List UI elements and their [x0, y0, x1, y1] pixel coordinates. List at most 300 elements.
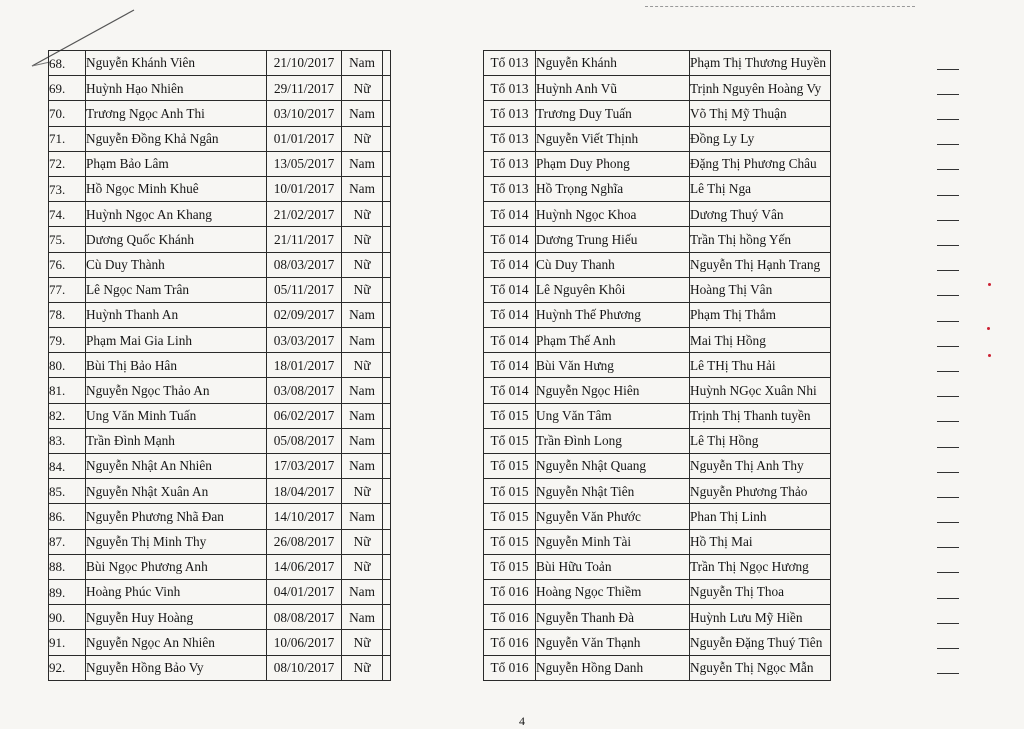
- signature-line: [937, 447, 959, 448]
- guardian-name: Nguyễn Thị Ngọc Mẫn: [690, 655, 831, 680]
- gender: Nam: [342, 151, 383, 176]
- guardian-name: Trần Thị hồng Yến: [690, 227, 831, 252]
- blank-cell: [383, 605, 391, 630]
- table-row: [49, 328, 972, 353]
- group-number: Tổ 016: [484, 605, 536, 630]
- household-head: Nguyễn Viết Thịnh: [536, 126, 690, 151]
- table-row: [49, 428, 972, 453]
- table-row: [49, 403, 972, 428]
- signature-line: [937, 648, 959, 649]
- column-gap: [391, 504, 484, 529]
- column-gap: [391, 378, 484, 403]
- birth-date: 03/08/2017: [267, 378, 342, 403]
- group-number: Tổ 015: [484, 529, 536, 554]
- guardian-name: Huỳnh NGọc Xuân Nhi: [690, 378, 831, 403]
- household-head: Cù Duy Thanh: [536, 252, 690, 277]
- birth-date: 21/11/2017: [267, 227, 342, 252]
- column-gap: [391, 529, 484, 554]
- signature-cell: [831, 655, 972, 680]
- household-head: Bùi Hữu Toản: [536, 554, 690, 579]
- gender: Nữ: [342, 202, 383, 227]
- signature-cell: [831, 252, 972, 277]
- row-number: 73.: [49, 176, 86, 201]
- table-row: [49, 302, 972, 327]
- column-gap: [391, 630, 484, 655]
- signature-line: [937, 119, 959, 120]
- signature-line: [937, 421, 959, 422]
- signature-line: [937, 169, 959, 170]
- signature-line: [937, 673, 959, 674]
- student-name: Nguyễn Phương Nhã Đan: [86, 504, 267, 529]
- birth-date: 08/03/2017: [267, 252, 342, 277]
- group-number: Tổ 013: [484, 176, 536, 201]
- signature-line: [937, 472, 959, 473]
- group-number: Tổ 014: [484, 353, 536, 378]
- column-gap: [391, 655, 484, 680]
- row-number: 75.: [49, 227, 86, 252]
- birth-date: 10/06/2017: [267, 630, 342, 655]
- blank-cell: [383, 328, 391, 353]
- blank-cell: [383, 428, 391, 453]
- household-head: Nguyễn Nhật Quang: [536, 454, 690, 479]
- household-head: Phạm Duy Phong: [536, 151, 690, 176]
- birth-date: 01/01/2017: [267, 126, 342, 151]
- table-row: [49, 252, 972, 277]
- group-number: Tổ 013: [484, 101, 536, 126]
- student-name: Bùi Thị Bảo Hân: [86, 353, 267, 378]
- group-number: Tổ 014: [484, 227, 536, 252]
- scan-speck: [987, 327, 990, 330]
- student-name: Hoàng Phúc Vinh: [86, 579, 267, 604]
- blank-cell: [383, 252, 391, 277]
- student-name: Hồ Ngọc Minh Khuê: [86, 176, 267, 201]
- signature-line: [937, 295, 959, 296]
- signature-cell: [831, 504, 972, 529]
- signature-cell: [831, 126, 972, 151]
- group-number: Tổ 015: [484, 554, 536, 579]
- column-gap: [391, 277, 484, 302]
- blank-cell: [383, 479, 391, 504]
- signature-line: [937, 598, 959, 599]
- table-row: [49, 353, 972, 378]
- blank-cell: [383, 579, 391, 604]
- guardian-name: Đồng Ly Ly: [690, 126, 831, 151]
- student-name: Nguyễn Nhật Xuân An: [86, 479, 267, 504]
- column-gap: [391, 479, 484, 504]
- row-number: 88.: [49, 554, 86, 579]
- birth-date: 18/04/2017: [267, 479, 342, 504]
- row-number: 70.: [49, 101, 86, 126]
- signature-line: [937, 94, 959, 95]
- column-gap: [391, 202, 484, 227]
- birth-date: 14/10/2017: [267, 504, 342, 529]
- column-gap: [391, 151, 484, 176]
- blank-cell: [383, 454, 391, 479]
- group-number: Tổ 014: [484, 328, 536, 353]
- signature-line: [937, 220, 959, 221]
- student-name: Huỳnh Hạo Nhiên: [86, 76, 267, 101]
- gender: Nam: [342, 579, 383, 604]
- household-head: Phạm Thế Anh: [536, 328, 690, 353]
- group-number: Tổ 014: [484, 277, 536, 302]
- signature-line: [937, 522, 959, 523]
- household-head: Nguyễn Khánh: [536, 51, 690, 76]
- gender: Nam: [342, 176, 383, 201]
- household-head: Huỳnh Thế Phương: [536, 302, 690, 327]
- household-head: Nguyễn Hồng Danh: [536, 655, 690, 680]
- birth-date: 13/05/2017: [267, 151, 342, 176]
- signature-line: [937, 245, 959, 246]
- column-gap: [391, 554, 484, 579]
- column-gap: [391, 76, 484, 101]
- guardian-name: Phạm Thị Thắm: [690, 302, 831, 327]
- signature-cell: [831, 202, 972, 227]
- column-gap: [391, 252, 484, 277]
- signature-line: [937, 144, 959, 145]
- signature-cell: [831, 428, 972, 453]
- column-gap: [391, 176, 484, 201]
- student-name: Nguyễn Thị Minh Thy: [86, 529, 267, 554]
- household-head: Hoàng Ngọc Thiềm: [536, 579, 690, 604]
- student-name: Bùi Ngọc Phương Anh: [86, 554, 267, 579]
- birth-date: 10/01/2017: [267, 176, 342, 201]
- row-number: 78.: [49, 302, 86, 327]
- table-row: [49, 579, 972, 604]
- signature-cell: [831, 76, 972, 101]
- household-head: Hồ Trọng Nghĩa: [536, 176, 690, 201]
- group-number: Tổ 013: [484, 76, 536, 101]
- blank-cell: [383, 51, 391, 76]
- student-name: Huỳnh Thanh An: [86, 302, 267, 327]
- birth-date: 18/01/2017: [267, 353, 342, 378]
- signature-cell: [831, 454, 972, 479]
- household-head: Nguyễn Thanh Đà: [536, 605, 690, 630]
- row-number: 80.: [49, 353, 86, 378]
- row-number: 87.: [49, 529, 86, 554]
- group-number: Tổ 014: [484, 252, 536, 277]
- column-gap: [391, 227, 484, 252]
- row-number: 69.: [49, 76, 86, 101]
- signature-line: [937, 396, 959, 397]
- student-name: Huỳnh Ngọc An Khang: [86, 202, 267, 227]
- group-number: Tổ 016: [484, 579, 536, 604]
- blank-cell: [383, 101, 391, 126]
- blank-cell: [383, 126, 391, 151]
- guardian-name: Huỳnh Lưu Mỹ Hiền: [690, 605, 831, 630]
- column-gap: [391, 579, 484, 604]
- blank-cell: [383, 227, 391, 252]
- student-name: Nguyễn Hồng Bảo Vy: [86, 655, 267, 680]
- gender: Nam: [342, 328, 383, 353]
- guardian-name: Lê Thị Hồng: [690, 428, 831, 453]
- column-gap: [391, 302, 484, 327]
- signature-cell: [831, 302, 972, 327]
- gender: Nam: [342, 504, 383, 529]
- group-number: Tổ 015: [484, 403, 536, 428]
- row-number: 81.: [49, 378, 86, 403]
- student-name: Dương Quốc Khánh: [86, 227, 267, 252]
- birth-date: 04/01/2017: [267, 579, 342, 604]
- gender: Nữ: [342, 529, 383, 554]
- household-head: Dương Trung Hiếu: [536, 227, 690, 252]
- student-name: Nguyễn Đồng Khả Ngân: [86, 126, 267, 151]
- guardian-name: Phan Thị Linh: [690, 504, 831, 529]
- guardian-name: Nguyễn Thị Anh Thy: [690, 454, 831, 479]
- blank-cell: [383, 630, 391, 655]
- scan-speck: [988, 354, 991, 357]
- blank-cell: [383, 504, 391, 529]
- signature-line: [937, 371, 959, 372]
- household-head: Nguyễn Văn Thạnh: [536, 630, 690, 655]
- table-row: [49, 126, 972, 151]
- row-number: 82.: [49, 403, 86, 428]
- signature-cell: [831, 227, 972, 252]
- column-gap: [391, 126, 484, 151]
- student-name: Ung Văn Minh Tuấn: [86, 403, 267, 428]
- group-number: Tổ 016: [484, 630, 536, 655]
- group-number: Tổ 013: [484, 151, 536, 176]
- signature-cell: [831, 277, 972, 302]
- table-row: [49, 554, 972, 579]
- signature-cell: [831, 176, 972, 201]
- table-row: [49, 277, 972, 302]
- column-gap: [391, 51, 484, 76]
- gender: Nữ: [342, 252, 383, 277]
- group-number: Tổ 013: [484, 51, 536, 76]
- birth-date: 05/11/2017: [267, 277, 342, 302]
- guardian-name: Nguyễn Đặng Thuý Tiên: [690, 630, 831, 655]
- table-row: [49, 51, 972, 76]
- table-row: [49, 202, 972, 227]
- household-head: Trần Đình Long: [536, 428, 690, 453]
- signature-cell: [831, 328, 972, 353]
- blank-cell: [383, 302, 391, 327]
- row-number: 86.: [49, 504, 86, 529]
- signature-line: [937, 69, 959, 70]
- signature-cell: [831, 353, 972, 378]
- signature-cell: [831, 579, 972, 604]
- gender: Nam: [342, 302, 383, 327]
- birth-date: 26/08/2017: [267, 529, 342, 554]
- signature-cell: [831, 101, 972, 126]
- roster-body: [49, 51, 972, 681]
- row-number: 77.: [49, 277, 86, 302]
- table-row: [49, 101, 972, 126]
- gender: Nam: [342, 51, 383, 76]
- guardian-name: Lê THị Thu Hải: [690, 353, 831, 378]
- guardian-name: Nguyễn Thị Thoa: [690, 579, 831, 604]
- blank-cell: [383, 353, 391, 378]
- blank-cell: [383, 529, 391, 554]
- page-number: 4: [519, 714, 525, 728]
- scan-edge-line: [645, 6, 915, 7]
- table-row: [49, 479, 972, 504]
- guardian-name: Hoàng Thị Vân: [690, 277, 831, 302]
- gender: Nữ: [342, 554, 383, 579]
- birth-date: 06/02/2017: [267, 403, 342, 428]
- group-number: Tổ 014: [484, 202, 536, 227]
- signature-line: [937, 321, 959, 322]
- row-number: 68.: [49, 51, 86, 76]
- signature-line: [937, 497, 959, 498]
- row-number: 76.: [49, 252, 86, 277]
- row-number: 84.: [49, 454, 86, 479]
- guardian-name: Hồ Thị Mai: [690, 529, 831, 554]
- row-number: 91.: [49, 630, 86, 655]
- birth-date: 21/02/2017: [267, 202, 342, 227]
- group-number: Tổ 016: [484, 655, 536, 680]
- student-name: Nguyễn Huy Hoàng: [86, 605, 267, 630]
- column-gap: [391, 328, 484, 353]
- birth-date: 02/09/2017: [267, 302, 342, 327]
- household-head: Ung Văn Tâm: [536, 403, 690, 428]
- row-number: 79.: [49, 328, 86, 353]
- signature-cell: [831, 51, 972, 76]
- group-number: Tổ 015: [484, 504, 536, 529]
- household-head: Nguyễn Nhật Tiên: [536, 479, 690, 504]
- table-row: [49, 655, 972, 680]
- student-name: Nguyễn Nhật An Nhiên: [86, 454, 267, 479]
- student-roster-table: [48, 50, 971, 681]
- row-number: 92.: [49, 655, 86, 680]
- column-gap: [391, 403, 484, 428]
- group-number: Tổ 015: [484, 479, 536, 504]
- column-gap: [391, 353, 484, 378]
- gender: Nữ: [342, 277, 383, 302]
- blank-cell: [383, 76, 391, 101]
- signature-line: [937, 572, 959, 573]
- gender: Nam: [342, 428, 383, 453]
- table-row: [49, 605, 972, 630]
- birth-date: 08/08/2017: [267, 605, 342, 630]
- signature-line: [937, 547, 959, 548]
- table-row: [49, 176, 972, 201]
- scan-speck: [988, 283, 991, 286]
- signature-cell: [831, 529, 972, 554]
- blank-cell: [383, 151, 391, 176]
- row-number: 85.: [49, 479, 86, 504]
- signature-cell: [831, 151, 972, 176]
- column-gap: [391, 605, 484, 630]
- signature-line: [937, 346, 959, 347]
- student-name: Cù Duy Thành: [86, 252, 267, 277]
- household-head: Huỳnh Anh Vũ: [536, 76, 690, 101]
- guardian-name: Trần Thị Ngọc Hương: [690, 554, 831, 579]
- gender: Nữ: [342, 479, 383, 504]
- birth-date: 03/03/2017: [267, 328, 342, 353]
- student-name: Nguyễn Ngọc An Nhiên: [86, 630, 267, 655]
- birth-date: 17/03/2017: [267, 454, 342, 479]
- signature-line: [937, 270, 959, 271]
- birth-date: 05/08/2017: [267, 428, 342, 453]
- row-number: 89.: [49, 579, 86, 604]
- table-row: [49, 504, 972, 529]
- column-gap: [391, 454, 484, 479]
- blank-cell: [383, 202, 391, 227]
- column-gap: [391, 428, 484, 453]
- student-name: Nguyễn Ngọc Thảo An: [86, 378, 267, 403]
- table-row: [49, 630, 972, 655]
- gender: Nam: [342, 403, 383, 428]
- household-head: Nguyễn Văn Phước: [536, 504, 690, 529]
- student-name: Trần Đình Mạnh: [86, 428, 267, 453]
- gender: Nam: [342, 378, 383, 403]
- household-head: Nguyễn Minh Tài: [536, 529, 690, 554]
- signature-cell: [831, 479, 972, 504]
- guardian-name: Đặng Thị Phương Châu: [690, 151, 831, 176]
- signature-cell: [831, 403, 972, 428]
- household-head: Nguyễn Ngọc Hiên: [536, 378, 690, 403]
- birth-date: 14/06/2017: [267, 554, 342, 579]
- row-number: 90.: [49, 605, 86, 630]
- blank-cell: [383, 176, 391, 201]
- gender: Nam: [342, 101, 383, 126]
- table-row: [49, 76, 972, 101]
- row-number: 74.: [49, 202, 86, 227]
- household-head: Huỳnh Ngọc Khoa: [536, 202, 690, 227]
- blank-cell: [383, 403, 391, 428]
- row-number: 72.: [49, 151, 86, 176]
- blank-cell: [383, 554, 391, 579]
- table-row: [49, 378, 972, 403]
- signature-cell: [831, 630, 972, 655]
- guardian-name: Trịnh Thị Thanh tuyền: [690, 403, 831, 428]
- table-row: [49, 227, 972, 252]
- signature-cell: [831, 378, 972, 403]
- table-row: [49, 151, 972, 176]
- student-name: Phạm Mai Gia Linh: [86, 328, 267, 353]
- signature-line: [937, 195, 959, 196]
- gender: Nữ: [342, 76, 383, 101]
- gender: Nam: [342, 454, 383, 479]
- blank-cell: [383, 655, 391, 680]
- group-number: Tổ 013: [484, 126, 536, 151]
- student-name: Lê Ngọc Nam Trân: [86, 277, 267, 302]
- column-gap: [391, 101, 484, 126]
- group-number: Tổ 014: [484, 302, 536, 327]
- row-number: 71.: [49, 126, 86, 151]
- gender: Nữ: [342, 655, 383, 680]
- blank-cell: [383, 378, 391, 403]
- gender: Nam: [342, 605, 383, 630]
- guardian-name: Phạm Thị Thương Huyền: [690, 51, 831, 76]
- student-name: Phạm Bảo Lâm: [86, 151, 267, 176]
- table-row: [49, 529, 972, 554]
- gender: Nữ: [342, 353, 383, 378]
- group-number: Tổ 015: [484, 428, 536, 453]
- household-head: Trương Duy Tuấn: [536, 101, 690, 126]
- group-number: Tổ 015: [484, 454, 536, 479]
- student-name: Trương Ngọc Anh Thi: [86, 101, 267, 126]
- signature-cell: [831, 554, 972, 579]
- guardian-name: Trịnh Nguyên Hoàng Vy: [690, 76, 831, 101]
- group-number: Tổ 014: [484, 378, 536, 403]
- guardian-name: Nguyễn Thị Hạnh Trang: [690, 252, 831, 277]
- row-number: 83.: [49, 428, 86, 453]
- guardian-name: Mai Thị Hồng: [690, 328, 831, 353]
- birth-date: 29/11/2017: [267, 76, 342, 101]
- table-row: [49, 454, 972, 479]
- birth-date: 21/10/2017: [267, 51, 342, 76]
- signature-line: [937, 623, 959, 624]
- guardian-name: Dương Thuý Vân: [690, 202, 831, 227]
- gender: Nữ: [342, 630, 383, 655]
- birth-date: 08/10/2017: [267, 655, 342, 680]
- household-head: Bùi Văn Hưng: [536, 353, 690, 378]
- gender: Nữ: [342, 126, 383, 151]
- guardian-name: Nguyễn Phương Thảo: [690, 479, 831, 504]
- household-head: Lê Nguyên Khôi: [536, 277, 690, 302]
